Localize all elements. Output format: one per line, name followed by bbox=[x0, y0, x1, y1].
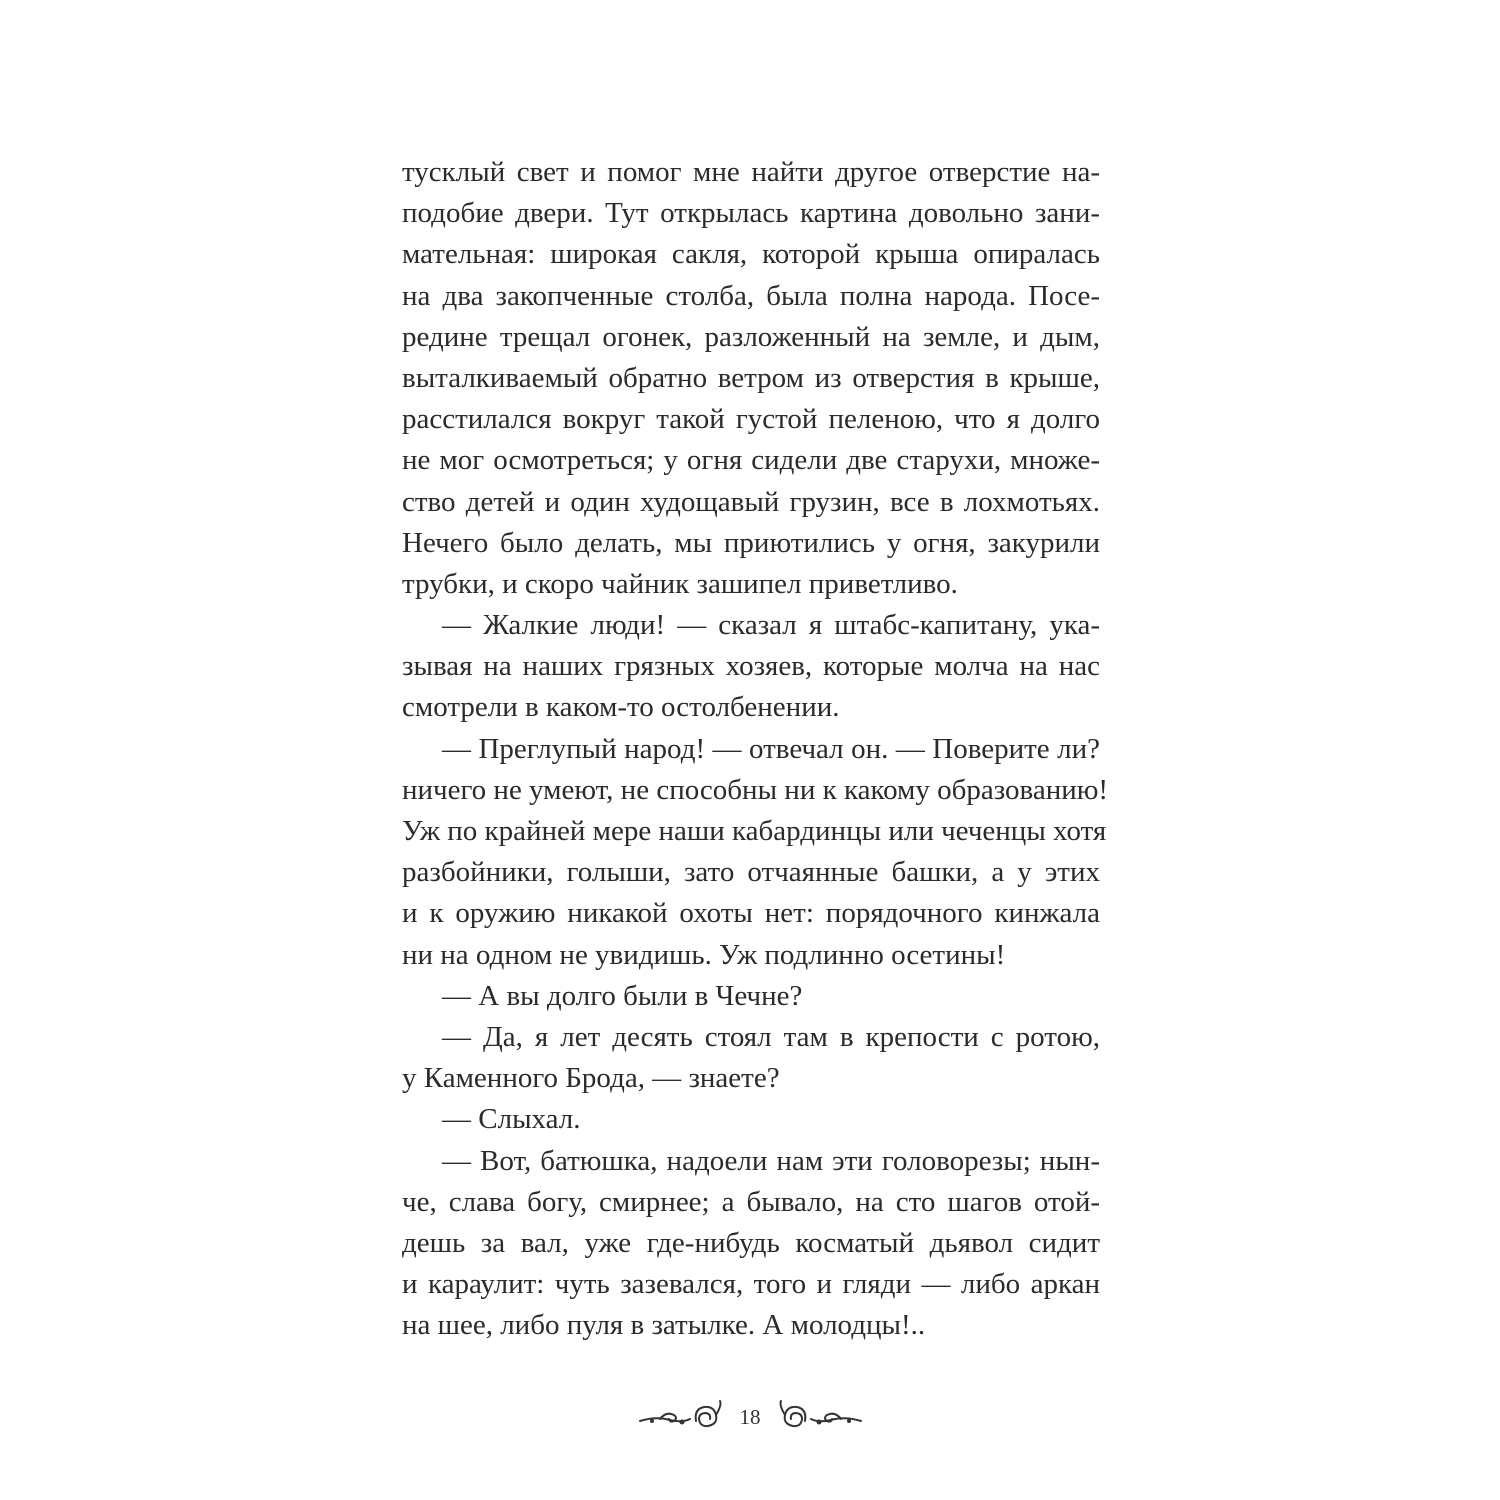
text-line: не мог осмотреться; у огня сидели две старухи, множе- bbox=[402, 444, 1100, 477]
ornament-flourish-left-icon bbox=[636, 1397, 726, 1437]
text-line: Нечего было делать, мы приютились у огня, закурили bbox=[402, 526, 1100, 559]
text-line: на два закопченные столба, была полна народа. Посе- bbox=[402, 279, 1100, 312]
text-line: дешь за вал, уже где-нибудь косматый дьявол сидит bbox=[402, 1226, 1100, 1259]
text-line: ство детей и один худощавый грузин, все в лохмотьях. bbox=[402, 485, 1100, 518]
text-line: — Жалкие люди! — сказал я штабс-капитану, ука- bbox=[442, 609, 1100, 642]
text-line: Уж по крайней мере наши кабардинцы или чеченцы хотя bbox=[402, 815, 1107, 847]
text-line: че, слава богу, смирнее; а бывало, на сто шагов отой- bbox=[402, 1185, 1100, 1218]
text-line: ничего не умеют, не способны ни к какому образованию! bbox=[402, 773, 1109, 806]
text-line: — А вы долго были в Чечне? bbox=[442, 979, 803, 1012]
body-text bbox=[402, 152, 1109, 1346]
text-line: — Слыхал. bbox=[442, 1103, 581, 1136]
text-line: — Да, я лет десять стоял там в крепости с ротою, bbox=[442, 1020, 1100, 1053]
text-line: ни на одном не увидишь. Уж подлинно осетины! bbox=[402, 938, 1006, 971]
text-line: расстилался вокруг такой густой пеленою, что я долго bbox=[402, 403, 1100, 436]
text-line: тусклый свет и помог мне найти другое отверстие на- bbox=[402, 156, 1100, 188]
text-line: выталкиваемый обратно ветром из отверстия в крыше, bbox=[402, 361, 1100, 394]
text-line: разбойники, голыши, зато отчаянные башки, а у этих bbox=[402, 856, 1100, 889]
page-number: 18 bbox=[739, 1405, 761, 1429]
text-line: мательная: широкая сакля, которой крыша опиралась bbox=[402, 238, 1100, 271]
ornament-flourish-right-icon bbox=[775, 1397, 865, 1437]
page-footer bbox=[0, 1397, 1500, 1437]
text-line: у Каменного Брода, — знаете? bbox=[402, 1062, 780, 1095]
text-line: зывая на наших грязных хозяев, которые молча на нас bbox=[402, 650, 1100, 683]
text-line: и к оружию никакой охоты нет: порядочного кинжала bbox=[402, 897, 1100, 930]
text-line: — Вот, батюшка, надоели нам эти головорезы; нын- bbox=[442, 1144, 1100, 1177]
text-line: редине трещал огонек, разложенный на земле, и дым, bbox=[402, 320, 1100, 353]
text-line: — Преглупый народ! — отвечал он. — Поверите ли? bbox=[442, 732, 1100, 765]
text-line: подобие двери. Тут открылась картина довольно зани- bbox=[402, 197, 1100, 230]
text-line: трубки, и скоро чайник зашипел приветливо. bbox=[402, 567, 958, 600]
text-line: смотрели в каком-то остолбенении. bbox=[402, 691, 840, 724]
text-line: на шее, либо пуля в затылке. А молодцы!.. bbox=[402, 1309, 926, 1342]
text-line: и караулит: чуть зазевался, того и гляди — либо аркан bbox=[402, 1268, 1100, 1301]
